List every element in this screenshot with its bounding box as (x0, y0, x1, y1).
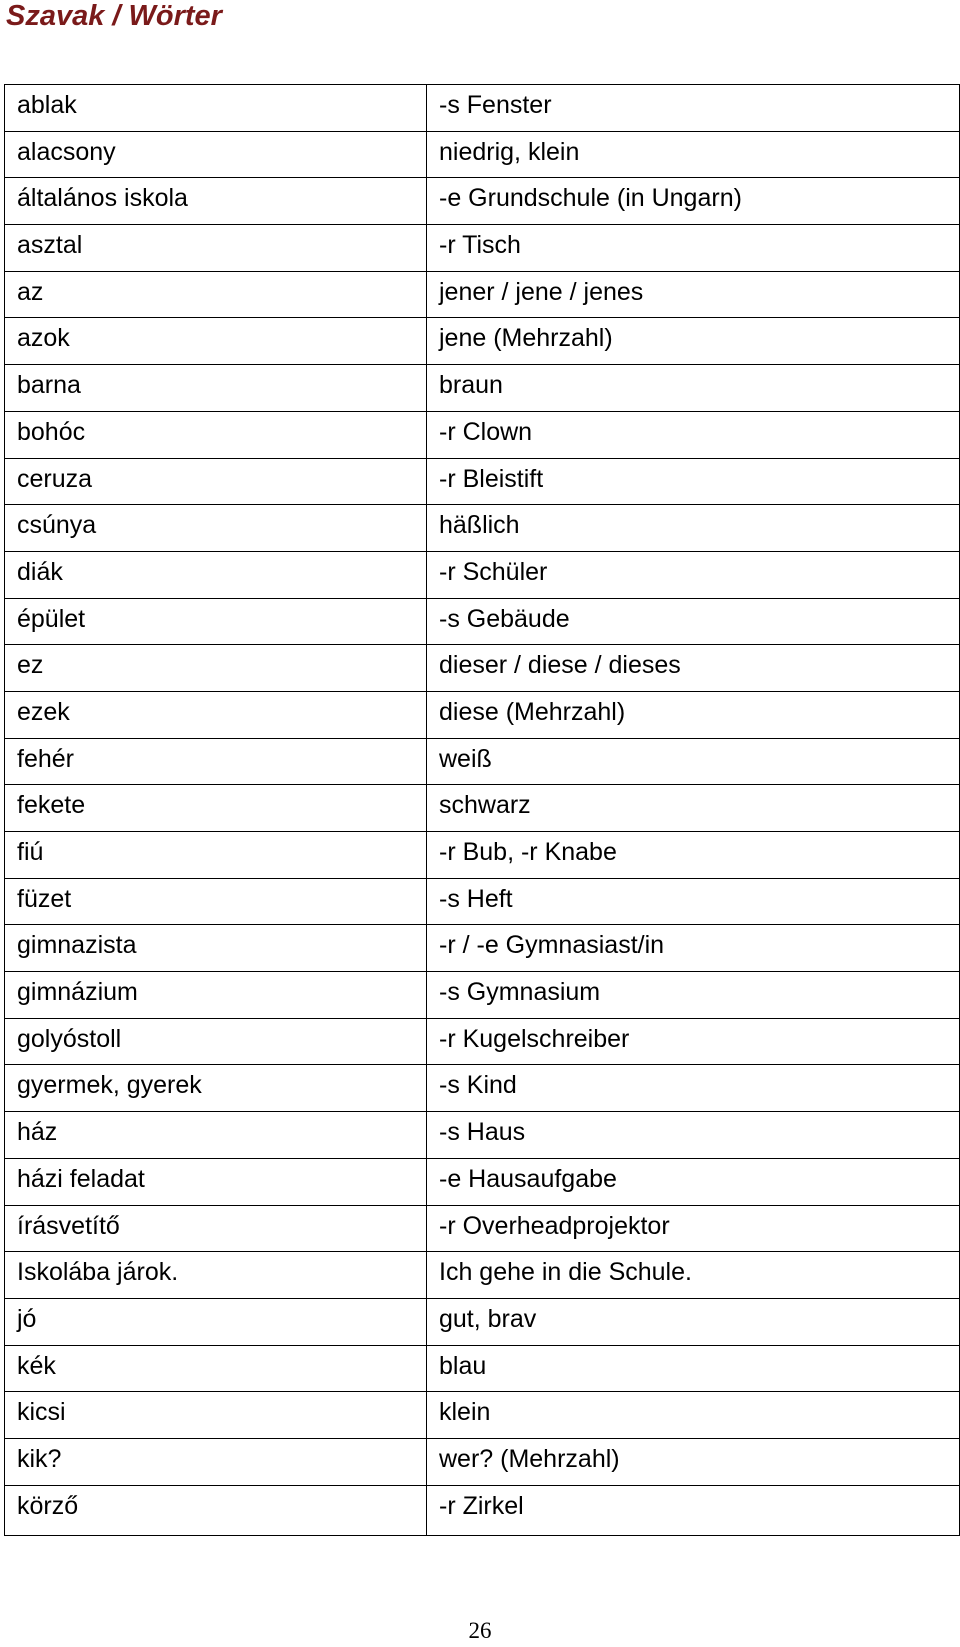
hungarian-word: fehér (5, 738, 427, 785)
table-row (5, 832, 960, 879)
hungarian-word: diák (5, 551, 427, 598)
hungarian-word: gimnázium (5, 972, 427, 1019)
hungarian-word: körző (5, 1485, 427, 1535)
german-translation: braun (427, 365, 960, 412)
table-row (5, 411, 960, 458)
hungarian-word: írásvetítő (5, 1205, 427, 1252)
hungarian-word: gimnazista (5, 925, 427, 972)
german-translation: -e Grundschule (in Ungarn) (427, 178, 960, 225)
german-translation: wer? (Mehrzahl) (427, 1438, 960, 1485)
german-translation: -r / -e Gymnasiast/in (427, 925, 960, 972)
table-row (5, 1252, 960, 1299)
hungarian-word: Iskolába járok. (5, 1252, 427, 1299)
german-translation: -r Overheadprojektor (427, 1205, 960, 1252)
table-row (5, 1438, 960, 1485)
german-translation: dieser / diese / dieses (427, 645, 960, 692)
german-translation: jene (Mehrzahl) (427, 318, 960, 365)
hungarian-word: gyermek, gyerek (5, 1065, 427, 1112)
table-row (5, 1065, 960, 1112)
table-row (5, 178, 960, 225)
hungarian-word: füzet (5, 878, 427, 925)
german-translation: -s Kind (427, 1065, 960, 1112)
german-translation: diese (Mehrzahl) (427, 691, 960, 738)
hungarian-word: csúnya (5, 505, 427, 552)
german-translation: -s Fenster (427, 85, 960, 132)
table-row (5, 645, 960, 692)
table-row (5, 505, 960, 552)
hungarian-word: az (5, 271, 427, 318)
german-translation: schwarz (427, 785, 960, 832)
hungarian-word: alacsony (5, 131, 427, 178)
table-row (5, 318, 960, 365)
german-translation: jener / jene / jenes (427, 271, 960, 318)
hungarian-word: ez (5, 645, 427, 692)
table-row (5, 551, 960, 598)
german-translation: -r Tisch (427, 225, 960, 272)
vocabulary-table (4, 84, 960, 1536)
table-row (5, 1345, 960, 1392)
hungarian-word: bohóc (5, 411, 427, 458)
table-row (5, 271, 960, 318)
german-translation: -r Zirkel (427, 1485, 960, 1535)
german-translation: -e Hausaufgabe (427, 1158, 960, 1205)
table-row (5, 1018, 960, 1065)
german-translation: -s Haus (427, 1112, 960, 1159)
table-row (5, 1392, 960, 1439)
table-row (5, 925, 960, 972)
hungarian-word: barna (5, 365, 427, 412)
table-row (5, 225, 960, 272)
table-row (5, 1298, 960, 1345)
table-row (5, 1112, 960, 1159)
hungarian-word: azok (5, 318, 427, 365)
vocabulary-table-body (5, 85, 960, 1536)
table-row (5, 738, 960, 785)
hungarian-word: kicsi (5, 1392, 427, 1439)
german-translation: -r Clown (427, 411, 960, 458)
hungarian-word: ezek (5, 691, 427, 738)
hungarian-word: ház (5, 1112, 427, 1159)
german-translation: weiß (427, 738, 960, 785)
german-translation: -r Bub, -r Knabe (427, 832, 960, 879)
hungarian-word: kik? (5, 1438, 427, 1485)
hungarian-word: fekete (5, 785, 427, 832)
hungarian-word: házi feladat (5, 1158, 427, 1205)
table-row (5, 1485, 960, 1535)
table-row (5, 878, 960, 925)
german-translation: blau (427, 1345, 960, 1392)
german-translation: -s Gymnasium (427, 972, 960, 1019)
german-translation: klein (427, 1392, 960, 1439)
hungarian-word: fiú (5, 832, 427, 879)
table-row (5, 785, 960, 832)
german-translation: -r Kugelschreiber (427, 1018, 960, 1065)
hungarian-word: általános iskola (5, 178, 427, 225)
table-row (5, 85, 960, 132)
hungarian-word: ablak (5, 85, 427, 132)
german-translation: niedrig, klein (427, 131, 960, 178)
hungarian-word: asztal (5, 225, 427, 272)
german-translation: Ich gehe in die Schule. (427, 1252, 960, 1299)
german-translation: -r Bleistift (427, 458, 960, 505)
table-row (5, 458, 960, 505)
table-row (5, 691, 960, 738)
german-translation: häßlich (427, 505, 960, 552)
german-translation: -s Heft (427, 878, 960, 925)
page-number: 26 (468, 1618, 492, 1643)
table-row (5, 131, 960, 178)
hungarian-word: jó (5, 1298, 427, 1345)
hungarian-word: épület (5, 598, 427, 645)
table-row (5, 972, 960, 1019)
german-translation: -s Gebäude (427, 598, 960, 645)
page-title: Szavak / Wörter (6, 0, 222, 32)
hungarian-word: ceruza (5, 458, 427, 505)
table-row (5, 598, 960, 645)
hungarian-word: kék (5, 1345, 427, 1392)
table-row (5, 1158, 960, 1205)
hungarian-word: golyóstoll (5, 1018, 427, 1065)
table-row (5, 365, 960, 412)
german-translation: gut, brav (427, 1298, 960, 1345)
german-translation: -r Schüler (427, 551, 960, 598)
table-row (5, 1205, 960, 1252)
